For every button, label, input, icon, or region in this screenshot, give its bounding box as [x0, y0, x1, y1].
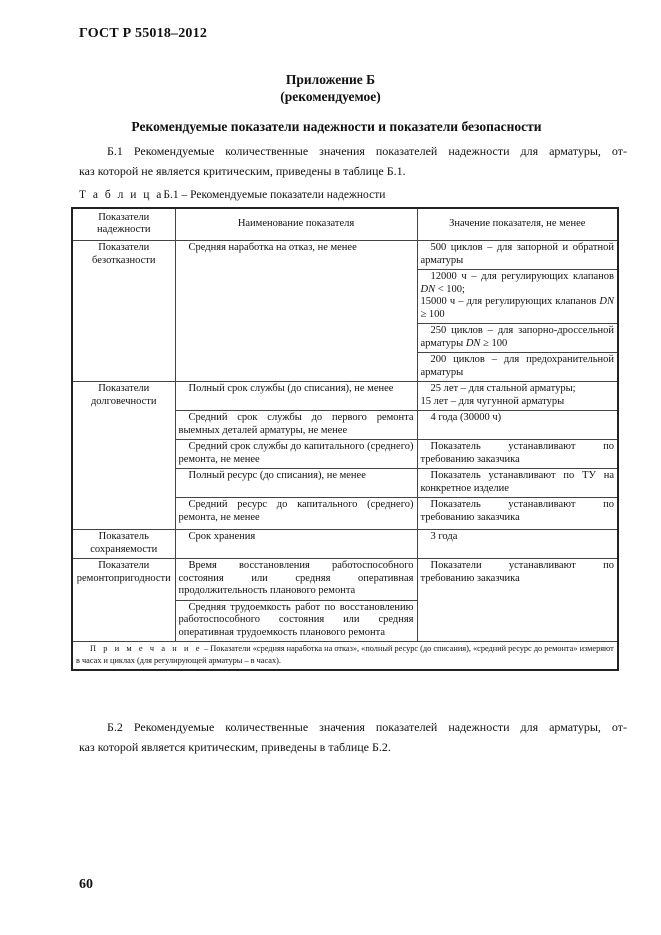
paragraph-b1-line1: Б.1 Рекомендуемые количественные значения показателей надежности для арматуры, от- [107, 144, 627, 158]
value-cell-3-years: 3 года [417, 530, 618, 559]
reliability-table-wrapper [71, 207, 617, 671]
name-cell-overhaul-life: Средний срок службы до капитального (среднего) ремонта, не менее [175, 440, 417, 469]
group-cell-storability: Показатель сохраняемости [72, 530, 175, 559]
paragraph-b1-line2: каз которой не является критическим, приведены в таблице Б.1. [79, 164, 406, 178]
table-header-row [72, 208, 618, 241]
value-cell-4-years: 4 года (30000 ч) [417, 411, 618, 440]
value-text: 12000 ч – для регулирующих клапанов [430, 271, 614, 282]
section-heading: Рекомендуемые показатели надежности и показатели безопасности [131, 119, 542, 134]
value-cell-customer-request-2: Показатель устанавливают по требованию заказчика [417, 498, 618, 530]
dn-symbol: DN [599, 296, 615, 307]
table-note-row [72, 642, 618, 671]
table-row [72, 382, 618, 411]
group-cell-reliability: Показатели безотказности [72, 241, 175, 382]
header-col-indicators: Показатели надежности [72, 208, 175, 241]
page-number: 60 [79, 877, 93, 892]
name-cell-full-service-life: Полный срок службы (до списания), не менее [175, 382, 417, 411]
table-caption-label: Т а б л и ц а [79, 189, 164, 201]
paragraph-b1 [79, 141, 627, 181]
paragraph-b2-line2: каз которой является критическим, приведены в таблице Б.2. [79, 740, 391, 754]
name-cell-labor-intensity: Средняя трудоемкость работ по восстановлению работоспособного состояния или средняя оперативная трудоемкость планового ремонта [175, 600, 417, 642]
dn-symbol: DN [420, 283, 436, 295]
paragraph-b2 [79, 717, 627, 757]
value-text: 15000 ч – для регулирующих клапанов [420, 296, 597, 307]
value-cell-250-cycles [417, 324, 618, 353]
value-cell-tu-spec: Показатель устанавливают по ТУ на конкретное изделие [417, 469, 618, 498]
name-cell-recovery-time: Время восстановления работоспособного состояния или средняя оперативная продолжительность планового ремонта [175, 559, 417, 601]
dn-symbol: DN [465, 337, 481, 349]
value-condition: ≥ 100 [420, 308, 445, 320]
value-cell-500-cycles: 500 циклов – для запорной и обратной арматуры [417, 241, 618, 270]
table-note-label: П р и м е ч а н и е [90, 644, 202, 653]
header-col-name: Наименование показателя [175, 208, 417, 241]
reliability-table [71, 207, 619, 671]
appendix-subtitle: (рекомендуемое) [280, 89, 381, 104]
document-code-header: ГОСТ Р 55018–2012 [79, 26, 208, 41]
table-note [72, 642, 618, 671]
value-cell-200-cycles: 200 циклов – для предохранительной арматуры [417, 353, 618, 382]
name-cell-storage-period: Срок хранения [175, 530, 417, 559]
value-condition: < 100; [435, 283, 465, 295]
name-cell-overhaul-resource: Средний ресурс до капитального (среднего) ремонта, не менее [175, 498, 417, 530]
name-cell-full-resource: Полный ресурс (до списания), не менее [175, 469, 417, 498]
value-cell-service-years [417, 382, 618, 411]
table-caption-text: Б.1 – Рекомендуемые показатели надежности [163, 189, 386, 201]
header-col-value: Значение показателя, не менее [417, 208, 618, 241]
value-text: 250 циклов – для запорно-дроссельной арматуры [420, 325, 614, 349]
group-cell-maintainability: Показатели ремонтопригодности [72, 559, 175, 642]
value-text: 15 лет – для чугунной арматуры [420, 395, 565, 407]
table-row [72, 530, 618, 559]
name-cell-first-repair-life: Средний срок службы до первого ремонта выемных деталей арматуры, не менее [175, 411, 417, 440]
value-cell-customer-request: Показатель устанавливают по требованию заказчика [417, 440, 618, 469]
group-cell-durability: Показатели долговечности [72, 382, 175, 530]
value-text: 25 лет – для стальной арматуры; [430, 383, 576, 394]
value-cell-control-valves [417, 270, 618, 324]
table-row [72, 559, 618, 601]
value-cell-maintainability: Показатели устанавливают по требованию заказчика [417, 559, 618, 642]
table-note-text: – Показатели «средняя наработка на отказ», «полный ресурс (до списания), «средний ресурс до ремонта» измеряют в часах и циклах (для регулирующей арматуры – в часах). [76, 644, 614, 665]
appendix-title: Приложение Б [285, 72, 376, 87]
name-cell-mtbf: Средняя наработка на отказ, не менее [175, 241, 417, 382]
table-caption [79, 189, 385, 201]
table-row [72, 241, 618, 270]
value-condition: ≥ 100 [480, 337, 508, 349]
paragraph-b2-line1: Б.2 Рекомендуемые количественные значения показателей надежности для арматуры, от- [107, 720, 627, 734]
